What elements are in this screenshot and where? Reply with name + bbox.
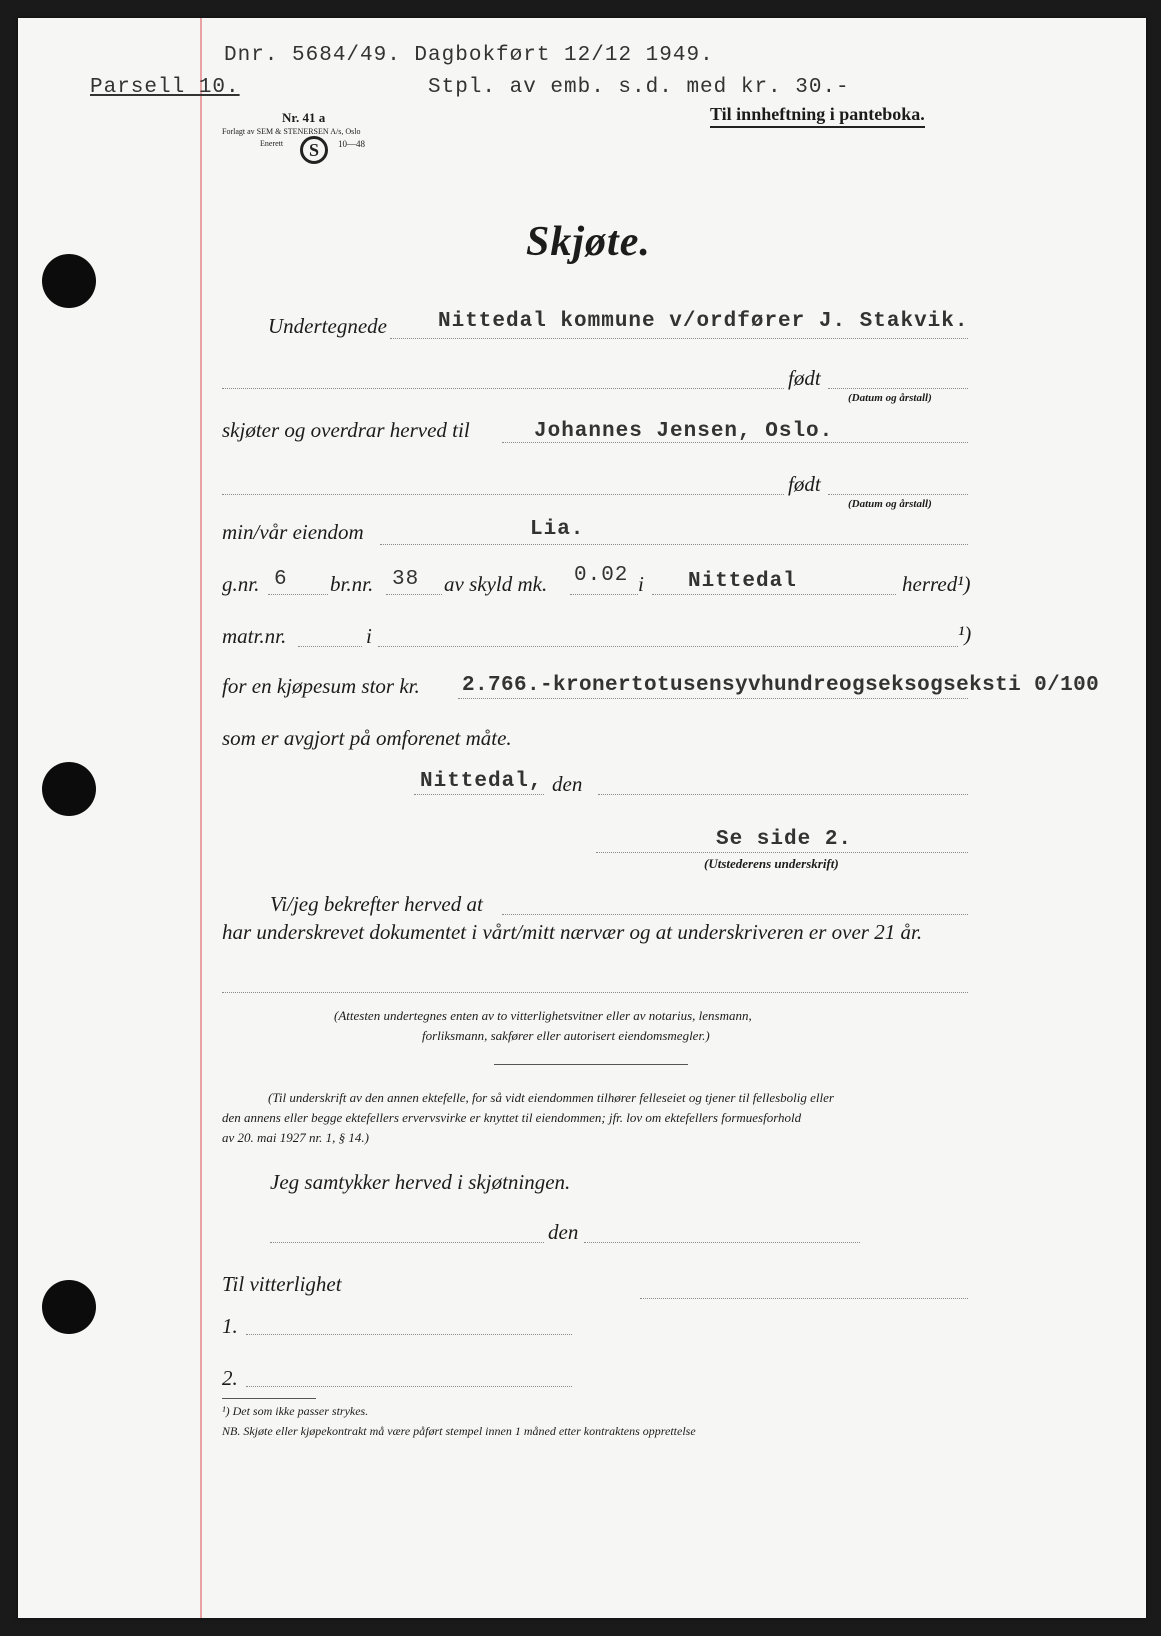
in-label: i: [638, 572, 644, 596]
consent-date-label: den: [548, 1220, 579, 1244]
herred-label: herred¹): [902, 572, 971, 596]
dotted-line: [584, 1242, 860, 1243]
dotted-line: [386, 594, 442, 595]
settled-text: som er avgjort på omforenet måte.: [222, 726, 512, 750]
buyer-name: Johannes Jensen, Oslo.: [534, 420, 834, 443]
dotted-line: [298, 646, 362, 647]
matr-label: matr.nr.: [222, 624, 287, 648]
witness-number-2: 2.: [222, 1366, 238, 1390]
dotted-line: [652, 594, 896, 595]
punch-hole: [42, 762, 96, 816]
footnote-rule: [222, 1398, 316, 1399]
dotted-line: [380, 544, 968, 545]
purchase-price: 2.766.-kronertotusensyvhundreogseksogseksti 0/100: [462, 674, 1100, 697]
born-label: født: [788, 472, 821, 496]
stamp-duty-line: Stpl. av emb. s.d. med kr. 30.-: [428, 76, 850, 99]
brnr-label: br.nr.: [330, 572, 374, 596]
property-name: Lia.: [530, 518, 585, 541]
spouse-note-3: av 20. mai 1927 nr. 1, § 14.): [222, 1130, 369, 1145]
footnote-nb: NB. Skjøte eller kjøpekontrakt må være påført stempel innen 1 måned etter kontraktens opprettelse: [222, 1424, 696, 1438]
transfer-label: skjøter og overdrar herved til: [222, 418, 470, 442]
price-label: for en kjøpesum stor kr.: [222, 674, 420, 698]
document-title: Skjøte.: [526, 219, 651, 265]
skyld-label: av skyld mk.: [444, 572, 548, 596]
seller-name: Nittedal kommune v/ordfører J. Stakvik.: [438, 310, 969, 333]
gnr-label: g.nr.: [222, 572, 260, 596]
publisher-line: Forlagt av SEM & STENERSEN A/s, Oslo: [222, 127, 361, 136]
dotted-line: [596, 852, 968, 853]
dotted-line: [246, 1386, 572, 1387]
divider: [494, 1064, 688, 1065]
place-value: Nittedal,: [420, 770, 543, 793]
punch-hole: [42, 1280, 96, 1334]
dotted-line: [502, 914, 968, 915]
margin-rule: [200, 18, 202, 1618]
consent-statement: Jeg samtykker herved i skjøtningen.: [270, 1170, 571, 1194]
spouse-note-1: (Til underskrift av den annen ektefelle, for så vidt eiendommen tilhører felleseiet og tjener til fellesbolig eller: [268, 1090, 834, 1105]
date-label: den: [552, 772, 583, 796]
brnr-value: 38: [392, 568, 420, 591]
document-page: [18, 18, 1146, 1618]
dotted-line: [222, 992, 968, 993]
dotted-line: [222, 388, 784, 389]
matr-in-label: i: [366, 624, 372, 648]
dotted-line: [640, 1298, 968, 1299]
spouse-note-2: den annens eller begge ektefellers ervervsvirke er knyttet til eiendommen; jfr. lov om ektefellers formuesforhold: [222, 1110, 802, 1125]
dotted-line: [246, 1334, 572, 1335]
dotted-line: [222, 494, 784, 495]
dotted-line: [414, 794, 544, 795]
matr-footnote-mark: ¹): [958, 622, 972, 646]
witness-label: Til vitterlighet: [222, 1272, 342, 1296]
date-hint: (Datum og årstall): [848, 392, 932, 404]
witness-number-1: 1.: [222, 1314, 238, 1338]
attest-note-1: (Attesten undertegnes enten av to vitterlighetsvitner eller av notarius, lensmann,: [334, 1008, 752, 1023]
dotted-line: [828, 494, 968, 495]
born-label: født: [788, 366, 821, 390]
gnr-value: 6: [274, 568, 288, 591]
form-number: Nr. 41 a: [282, 110, 326, 125]
punch-hole: [42, 254, 96, 308]
parcel-number: Parsell 10.: [90, 76, 240, 99]
signature-hint: (Utstederens underskrift): [704, 856, 839, 871]
municipality-value: Nittedal: [688, 570, 797, 593]
print-code: 10—48: [338, 139, 365, 149]
publisher-logo: S: [300, 136, 328, 164]
filing-note: Til innheftning i panteboka.: [710, 104, 925, 128]
dotted-line: [458, 698, 968, 699]
dotted-line: [390, 338, 968, 339]
dotted-line: [270, 1242, 544, 1243]
date-hint: (Datum og årstall): [848, 498, 932, 510]
publisher-rights: Enerett: [260, 139, 284, 148]
dotted-line: [828, 388, 968, 389]
dotted-line: [268, 594, 328, 595]
dotted-line: [570, 594, 638, 595]
property-label: min/vår eiendom: [222, 520, 364, 544]
footnote-1: ¹) Det som ikke passer strykes.: [222, 1404, 369, 1418]
dotted-line: [378, 646, 958, 647]
signature-value: Se side 2.: [716, 828, 853, 851]
dotted-line: [598, 794, 968, 795]
skyld-value: 0.02: [574, 564, 629, 587]
attest-note-2: forliksmann, sakfører eller autorisert eiendomsmegler.): [422, 1028, 710, 1043]
attest-label: Vi/jeg bekrefter herved at: [270, 892, 483, 916]
undertegnede-label: Undertegnede: [268, 314, 387, 338]
registration-number: Dnr. 5684/49. Dagbokført 12/12 1949.: [224, 44, 714, 67]
attest-statement: har underskrevet dokumentet i vårt/mitt nærvær og at underskriveren er over 21 år.: [222, 920, 923, 944]
